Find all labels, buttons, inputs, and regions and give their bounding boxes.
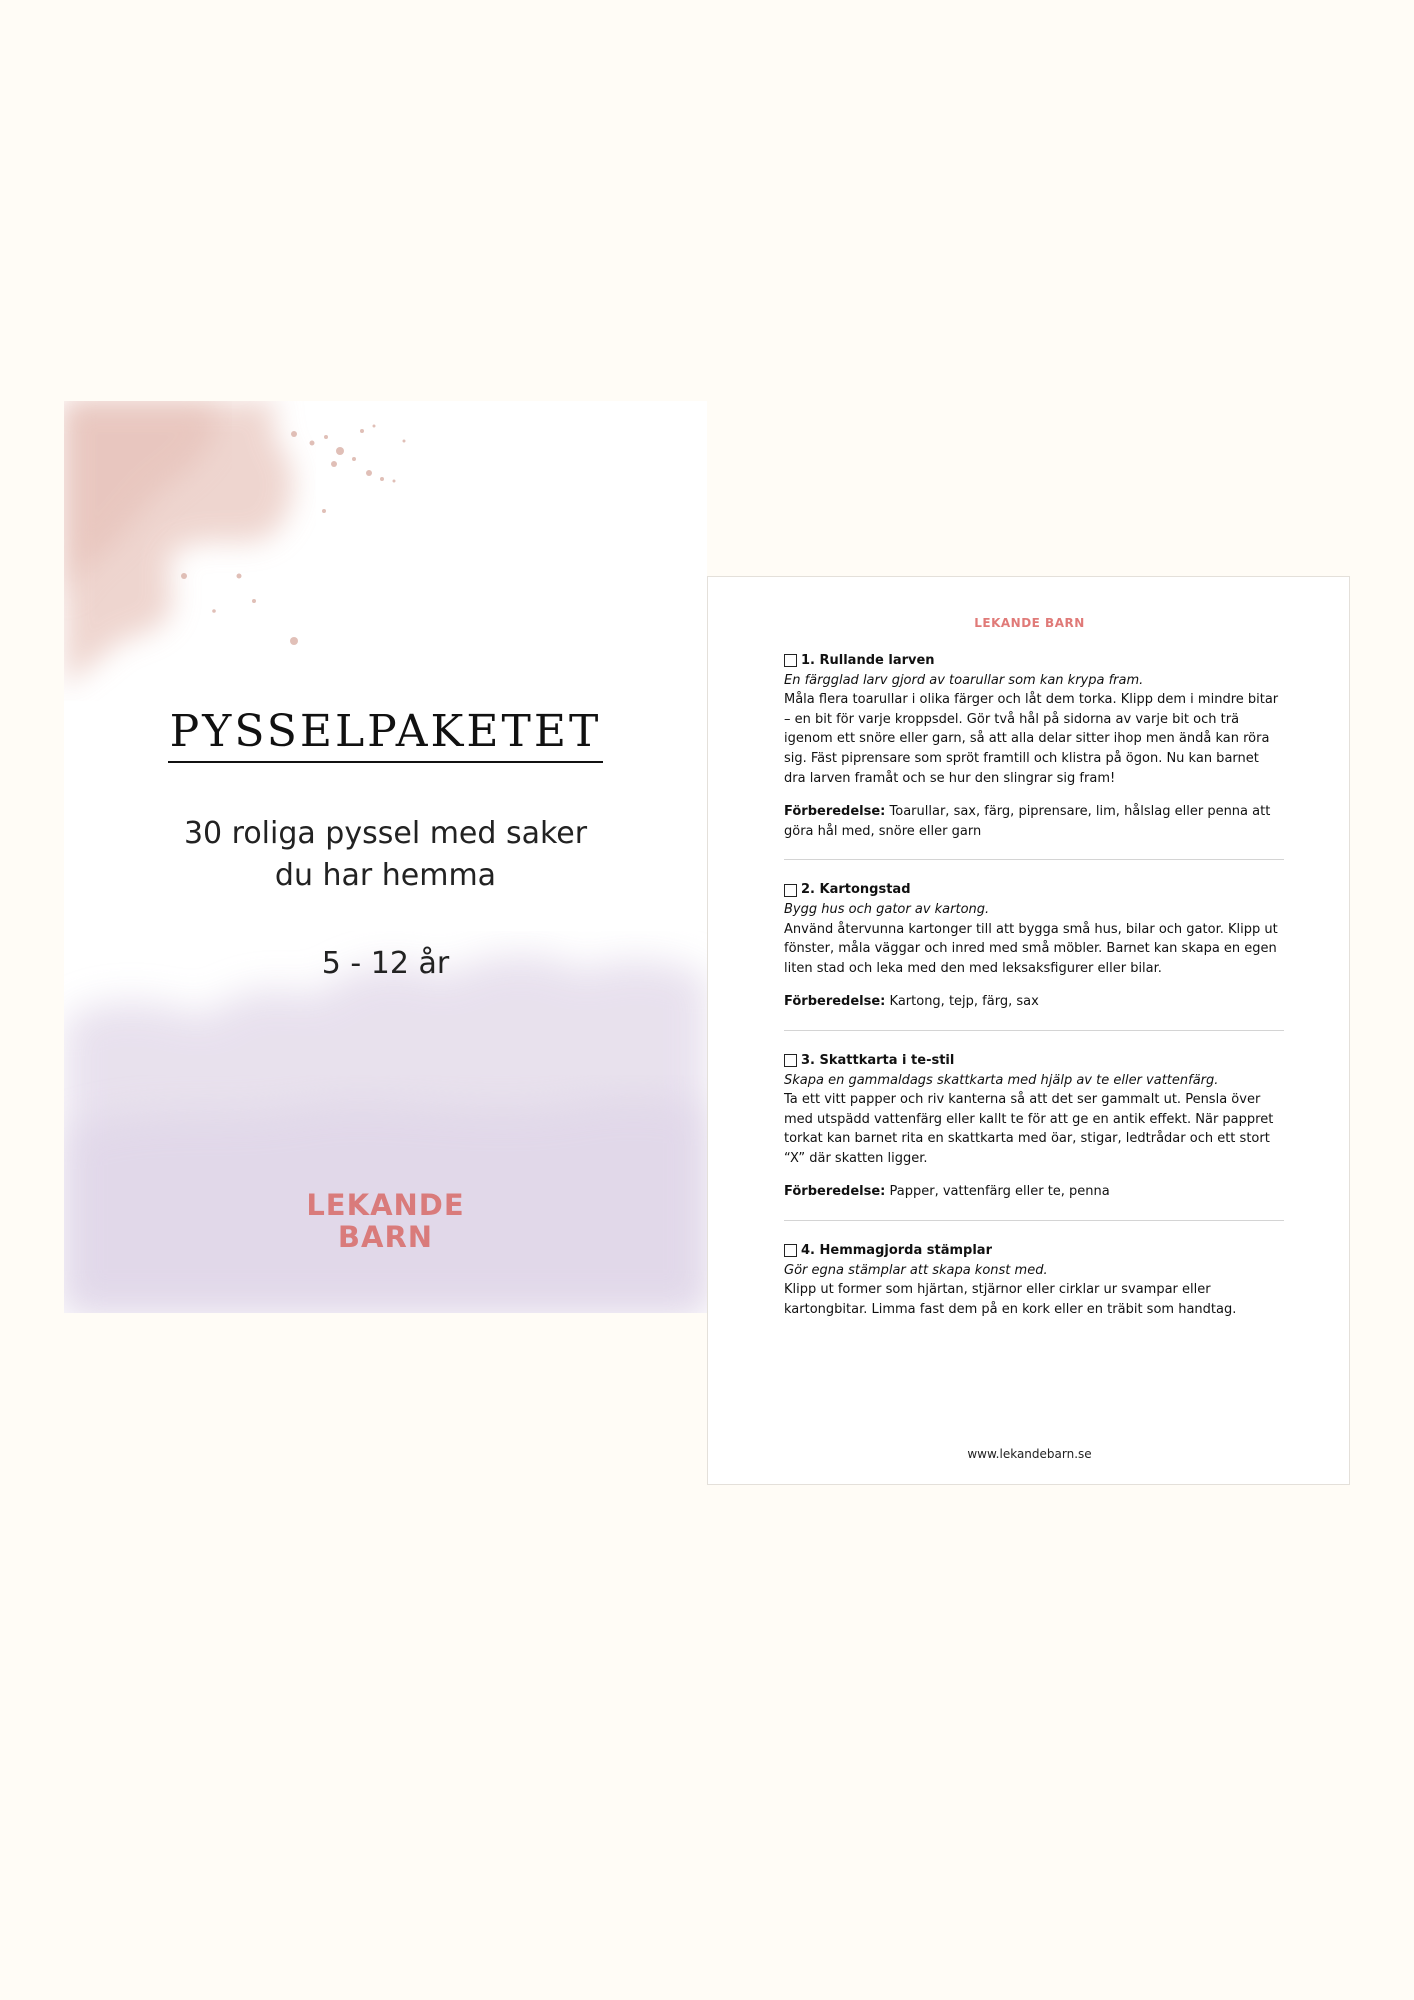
activity-description: Klipp ut former som hjärtan, stjärnor eller cirklar ur svampar eller kartongbitar. Limma fast dem på en kork eller en träbit som handtag.	[784, 1282, 1237, 1317]
preparation-text: Toarullar, sax, färg, piprensare, lim, hålslag eller penna att göra hål med, snöre eller garn	[784, 804, 1271, 839]
activity-title-text: 2. Kartongstad	[801, 882, 911, 898]
brand-logo-line: LEKANDE	[306, 1188, 465, 1222]
activity-tagline: Bygg hus och gator av kartong.	[784, 901, 990, 917]
cover-age-range: 5 - 12 år	[321, 946, 450, 981]
activity-item	[784, 1241, 1284, 1319]
checkbox[interactable]	[784, 1054, 797, 1067]
cover-subtitle	[64, 813, 707, 897]
activity-preparation	[784, 1182, 1284, 1202]
cover-page	[64, 401, 707, 1313]
activity-title	[784, 651, 1284, 671]
cover-subtitle-line: 30 roliga pyssel med saker	[183, 816, 588, 851]
activity-item	[784, 651, 1284, 841]
activity-item	[784, 880, 1284, 1012]
activity-tagline: Skapa en gammaldags skattkarta med hjälp av te eller vattenfärg.	[784, 1072, 1219, 1088]
divider	[784, 1030, 1284, 1031]
activity-title-text: 3. Skattkarta i te-stil	[801, 1052, 955, 1068]
activity-description: Ta ett vitt papper och riv kanterna så att det ser gammalt ut. Pensla över med utspädd vattenfärg eller kallt te för att ge en antik effekt. När pappret torkat kan barnet rita en skattkarta med öar, stigar, ledtrådar och ett stort “X” där skatten ligger.	[784, 1092, 1274, 1166]
activity-description: Använd återvunna kartonger till att bygga små hus, bilar och gator. Klipp ut fönster, måla väggar och inred med små möbler. Barnet kan skapa en egen liten stad och leka med den med leksaksfigurer eller bilar.	[784, 921, 1278, 976]
footer-website-link[interactable]: www.lekandebarn.se	[967, 1447, 1092, 1461]
cover-title: PYSSELPAKETET	[64, 706, 707, 757]
activity-preparation	[784, 802, 1284, 841]
checkbox[interactable]	[784, 884, 797, 897]
pink-watercolor-decoration	[64, 401, 707, 701]
preparation-label: Förberedelse:	[784, 804, 886, 820]
cover-subtitle-line: du har hemma	[274, 858, 497, 893]
activity-page	[707, 576, 1350, 1485]
page-brand-logo: LEKANDE BARN	[974, 616, 1085, 630]
activity-preparation	[784, 992, 1284, 1012]
activity-tagline: En färgglad larv gjord av toarullar som kan krypa fram.	[784, 672, 1144, 688]
lavender-watercolor-decoration	[64, 931, 707, 1313]
activity-title	[784, 1241, 1284, 1261]
divider	[784, 859, 1284, 860]
activity-description: Måla flera toarullar i olika färger och låt dem torka. Klipp dem i mindre bitar – en bit för varje kroppsdel. Gör två hål på sidorna av varje bit och trä igenom ett snöre eller garn, så att alla delar sitter ihop men ändå kan röra sig. Fäst piprensare som spröt framtill och klistra på ögon. Nu kan barnet dra larven framåt och se hur den slingrar sig fram!	[784, 692, 1279, 786]
preparation-label: Förberedelse:	[784, 994, 886, 1010]
activity-item	[784, 1051, 1284, 1202]
activity-title	[784, 1051, 1284, 1071]
checkbox[interactable]	[784, 1244, 797, 1257]
divider	[784, 1220, 1284, 1221]
activity-title-text: 4. Hemmagjorda stämplar	[801, 1243, 992, 1259]
preparation-label: Förberedelse:	[784, 1184, 886, 1200]
activity-title-text: 1. Rullande larven	[801, 653, 935, 668]
checkbox[interactable]	[784, 654, 797, 667]
brand-logo-line: BARN	[337, 1220, 434, 1254]
activity-list	[784, 651, 1284, 1319]
preparation-text: Kartong, tejp, färg, sax	[889, 994, 1039, 1010]
activity-title	[784, 880, 1284, 900]
activity-tagline: Gör egna stämplar att skapa konst med.	[784, 1262, 1048, 1278]
brand-logo	[64, 1189, 707, 1253]
preparation-text: Papper, vattenfärg eller te, penna	[889, 1184, 1110, 1200]
